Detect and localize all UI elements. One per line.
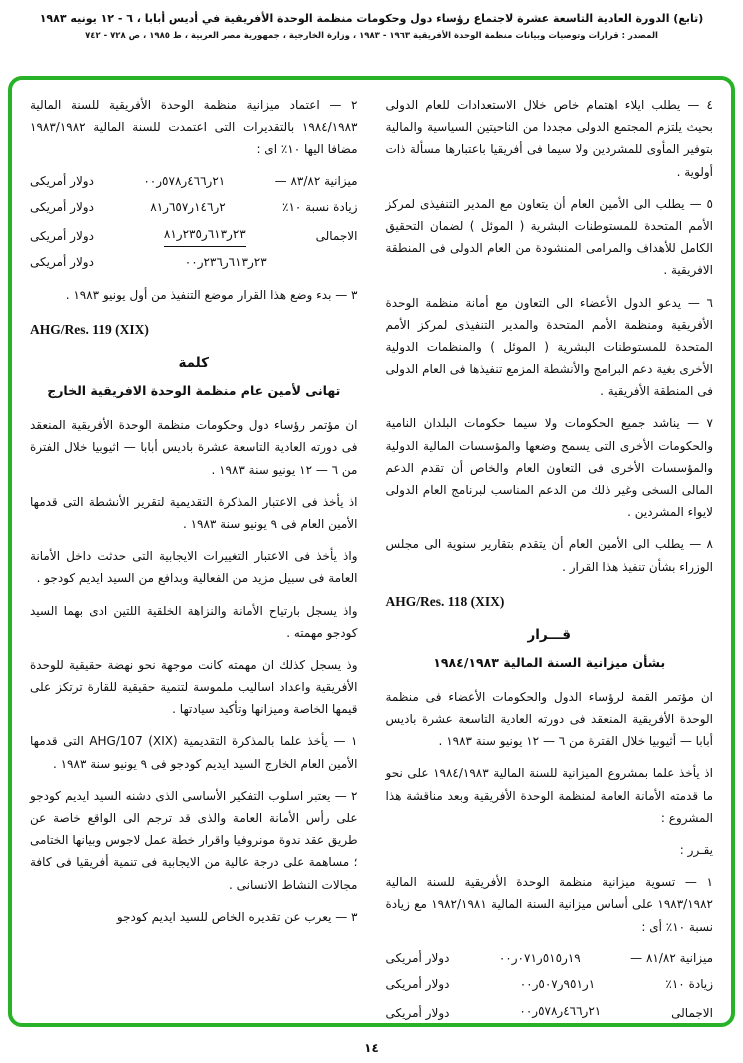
budget-label: زيادة نسبة ١٠٪ xyxy=(282,200,358,215)
budget-currency: دولار أمريكى xyxy=(30,255,94,270)
budget-currency: دولار أمريكى xyxy=(30,173,94,188)
header-source-line: المصدر : قرارات وتوصيات وبيانات منظمة الوحدة الأفريقية ١٩٦٣ - ١٩٨٣ ، وزارة الخارجية ، جمهورية مصر العربية ، ط ١٩٨٥ ، ص ٧٢٨ - ٧٤٢ xyxy=(85,30,658,41)
budget-rounded-total-row xyxy=(30,252,358,274)
header-session-title: (تابع) الدورة العادية التاسعة عشرة لاجتماع رؤساء دول وحكومات منظمة الوحدة الأفريقية في أديس أبابا ، ٦ - ١٢ يونيه ١٩٨٣ xyxy=(39,12,704,25)
statement-item-2: ٢ — يعتبر اسلوب التفكير الأساسى الذى دشنه السيد ايديم كودجو على رأس الأمانة العامة والذى قد ترجم الى الواقع خاصة عن طريق عقد ندوة مونروفيا واقرار خطة عمل لاجوس وبيانها الختامى ؛ مساهمة على درجة عالية من الايجابية فى تنمية أفريقيا فى كافة مجالات النشاط الانسانى . xyxy=(30,788,358,892)
decides-line: يقـرر : xyxy=(679,842,713,857)
budget-currency: دولار أمريكى xyxy=(385,950,450,965)
budget-label: الاجمالى xyxy=(315,228,358,243)
statement-item-1: ١ — يأخذ علما بالمذكرة التقديمية AHG/107 (XIX) التى قدمها الأمين العام الخارج السيد ايديم كودجو فى ٩ يونيو سنة ١٩٨٣ . xyxy=(30,734,358,771)
budget-amount: ٢١ر٤٦٦ر٥٧٨ر٠٠ xyxy=(143,173,226,188)
page-header xyxy=(0,0,743,43)
resolution-paragraph-6: ٦ — يدعو الدول الأعضاء الى التعاون مع أمانة منظمة الوحدة الأفريقية ومنظمة الأمم المتحدة والمدير التنفيذى لمركز الأمم المتحدة للمستوطنات البشرية ( الموئل ) والمنظمات الدولية الأخرى بغية دعم البرامج والأنشطة المزمع تنفيذها فى العام الدولى فى المنطقة الأفريقية . xyxy=(385,295,713,399)
budget-amount: ٢ر١٤٦ر٦٥٧ر٨١ xyxy=(150,200,226,215)
budget-amount: ١ر٩٥١ر٥٠٧ر٠٠ xyxy=(519,977,596,992)
resolution-paragraph-7: ٧ — يناشد جميع الحكومات ولا سيما حكومات البلدان النامية والحكومات الأخرى التى يسمح وضعها والمؤسسات المالية الدولية والمؤسسات الأخرى فى التعاون العام والخاص أن تقدم الدعم المالى السخى وغير ذلك من الدعم المناسب لبرنامج العام الدولى لايواء المشردين . xyxy=(385,416,713,520)
budget-currency: دولار أمريكى xyxy=(30,200,94,215)
budget-row xyxy=(386,974,714,996)
budget-label: زيادة ١٠٪ xyxy=(665,977,713,992)
statement-recital-1: اذ يأخذ فى الاعتبار المذكرة التقديمية لتقرير الأنشطة التى قدمها الأمين العام فى ٩ يونيو سنة ١٩٨٣ . xyxy=(30,494,358,531)
left-column xyxy=(30,94,358,1013)
resolution-paragraph-5: ٥ — يطلب الى الأمين العام أن يتعاون مع المدير التنفيذى لمركز الأمم المتحدة للمستوطنات البشرية ( الموئل ) لضمان التحقيق الكامل للأهداف والمرامى المنشودة من العام الدولى فى المنطقة الافريقية . xyxy=(385,196,713,278)
budget-label: ميزانية ٨١/٨٢ — xyxy=(630,950,713,965)
two-column-layout xyxy=(30,94,713,1020)
statement-recital-4: وذ يسجل كذلك ان مهمته كانت موجهة نحو نهضة حقيقية للوحدة الأفريقية واعداد اساليب ملموسة لتنمية حقيقية للقارة ترتكز على قيمها الخاصة وميزانها وتأكيد سيادتها . xyxy=(30,657,358,717)
budget-table-82 xyxy=(386,948,714,1025)
resolution-opening-paragraph: ان مؤتمر القمة لرؤساء الدول والحكومات الأعضاء فى منظمة الوحدة الأفريقية المنعقد فى دورته العادية التاسعة عشرة باديس أبابا — أثيوبيا خلال الفترة من ٦ — ١٢ يونيو سنة ١٩٨٣ . xyxy=(385,689,713,749)
page-number: ١٤ xyxy=(364,1041,379,1055)
statement-heading: كلمة xyxy=(178,355,210,372)
budget-amount: ٢١ر٤٦٦ر٥٧٨ر٠٠ xyxy=(519,1001,601,1025)
budget-total-row xyxy=(30,224,358,248)
budget-total-row xyxy=(386,1001,714,1025)
budget-amount: ٢٣ر٦١٣ر٢٣٥ر٨١ xyxy=(164,224,246,248)
budget-row xyxy=(386,948,714,970)
resolution-subheading: بشأن ميزانية السنة المالية ١٩٨٤/١٩٨٣ xyxy=(433,654,666,670)
budget-table-83 xyxy=(30,171,358,274)
resolution-heading: قـــرار xyxy=(527,626,571,643)
budget-currency: دولار أمريكى xyxy=(385,977,450,992)
budget-currency: دولار أمريكى xyxy=(30,228,94,243)
budget-row xyxy=(30,197,358,219)
resolution-ref-118: AHG/Res. 118 (XIX) xyxy=(385,593,505,609)
budget-amount: ١٩ر٥١٥ر٠٧١ر٠٠ xyxy=(498,950,581,965)
budget-currency: دولار أمريكى xyxy=(385,1005,450,1020)
resolution-paragraph-8: ٨ — يطلب الى الأمين العام أن يتقدم بتقارير سنوية الى مجلس الوزراء بشأن تنفيذ هذا القرار . xyxy=(385,537,713,574)
resolution-memo-paragraph: اذ يأخذ علما بمشروع الميزانية للسنة المالية ١٩٨٤/١٩٨٣ على نحو ما قدمته الأمانة العامة لمنظمة الوحدة الأفريقية وبعد مناقشة هذا المشروع : xyxy=(385,766,713,825)
statement-recital-2: واذ يأخذ فى الاعتبار التغييرات الايجابية التى حدثت داخل الأمانة العامة فى سبيل مزيد من الفعالية وبدافع من السيد ايديم كودجو . xyxy=(30,549,358,586)
resolution-item-2: ٢ — اعتماد ميزانية منظمة الوحدة الأفريقية للسنة المالية ١٩٨٤/١٩٨٣ بالتقديرات التى اعتمدت للسنة المالية ١٩٨٣/١٩٨٢ مضافا اليها ١٠٪ اى : xyxy=(30,98,358,157)
budget-label: ميزانية ٨٣/٨٢ — xyxy=(274,173,358,188)
green-border-frame xyxy=(8,76,735,1027)
statement-item-3: ٣ — يعرب عن تقديره الخاص للسيد ايديم كودجو xyxy=(116,909,358,924)
resolution-paragraph-4: ٤ — يطلب ايلاء اهتمام خاص خلال الاستعدادات للعام الدولى بحيث يلتزم المجتمع الدولى مجددا من الناحيتين السياسية والمالية بتوفير المأوى للمشردين ولا سيما فى أفريقيا باعتبارها مسألة ذات أولوية . xyxy=(385,98,713,179)
statement-recital-3: واذ يسجل بارتياح الأمانة والنزاهة الخلقية اللتين ادى بهما السيد كودجو مهمته . xyxy=(30,603,358,640)
resolution-item-3: ٣ — بدء وضع هذا القرار موضع التنفيذ من أول يونيو ١٩٨٣ . xyxy=(65,287,358,302)
resolution-ref-119: AHG/Res. 119 (XIX) xyxy=(30,322,149,338)
budget-row xyxy=(30,171,358,193)
resolution-item-1: ١ — تسوية ميزانية منظمة الوحدة الأفريقية للسنة المالية ١٩٨٣/١٩٨٢ على أساس ميزانية السنة المالية ١٩٨٢/١٩٨١ مع زيادة نسبة ١٠٪ أى : xyxy=(385,875,713,934)
right-column xyxy=(385,94,714,1020)
statement-opening-paragraph: ان مؤتمر رؤساء دول وحكومات منظمة الوحدة الأفريقية المنعقد فى دورته العادية التاسعة عشرة باديس أبابا — اثيوبيا خلال الفترة من ٦ — ١٢ يونيو سنة ١٩٨٣ . xyxy=(30,418,358,477)
statement-subheading: تهانى لأمين عام منظمة الوحدة الافريقية الخارج xyxy=(47,383,341,399)
budget-label: الاجمالى xyxy=(671,1005,713,1020)
budget-amount: ٢٣ر٦١٣ر٢٣٦ر٠٠ xyxy=(184,255,267,270)
